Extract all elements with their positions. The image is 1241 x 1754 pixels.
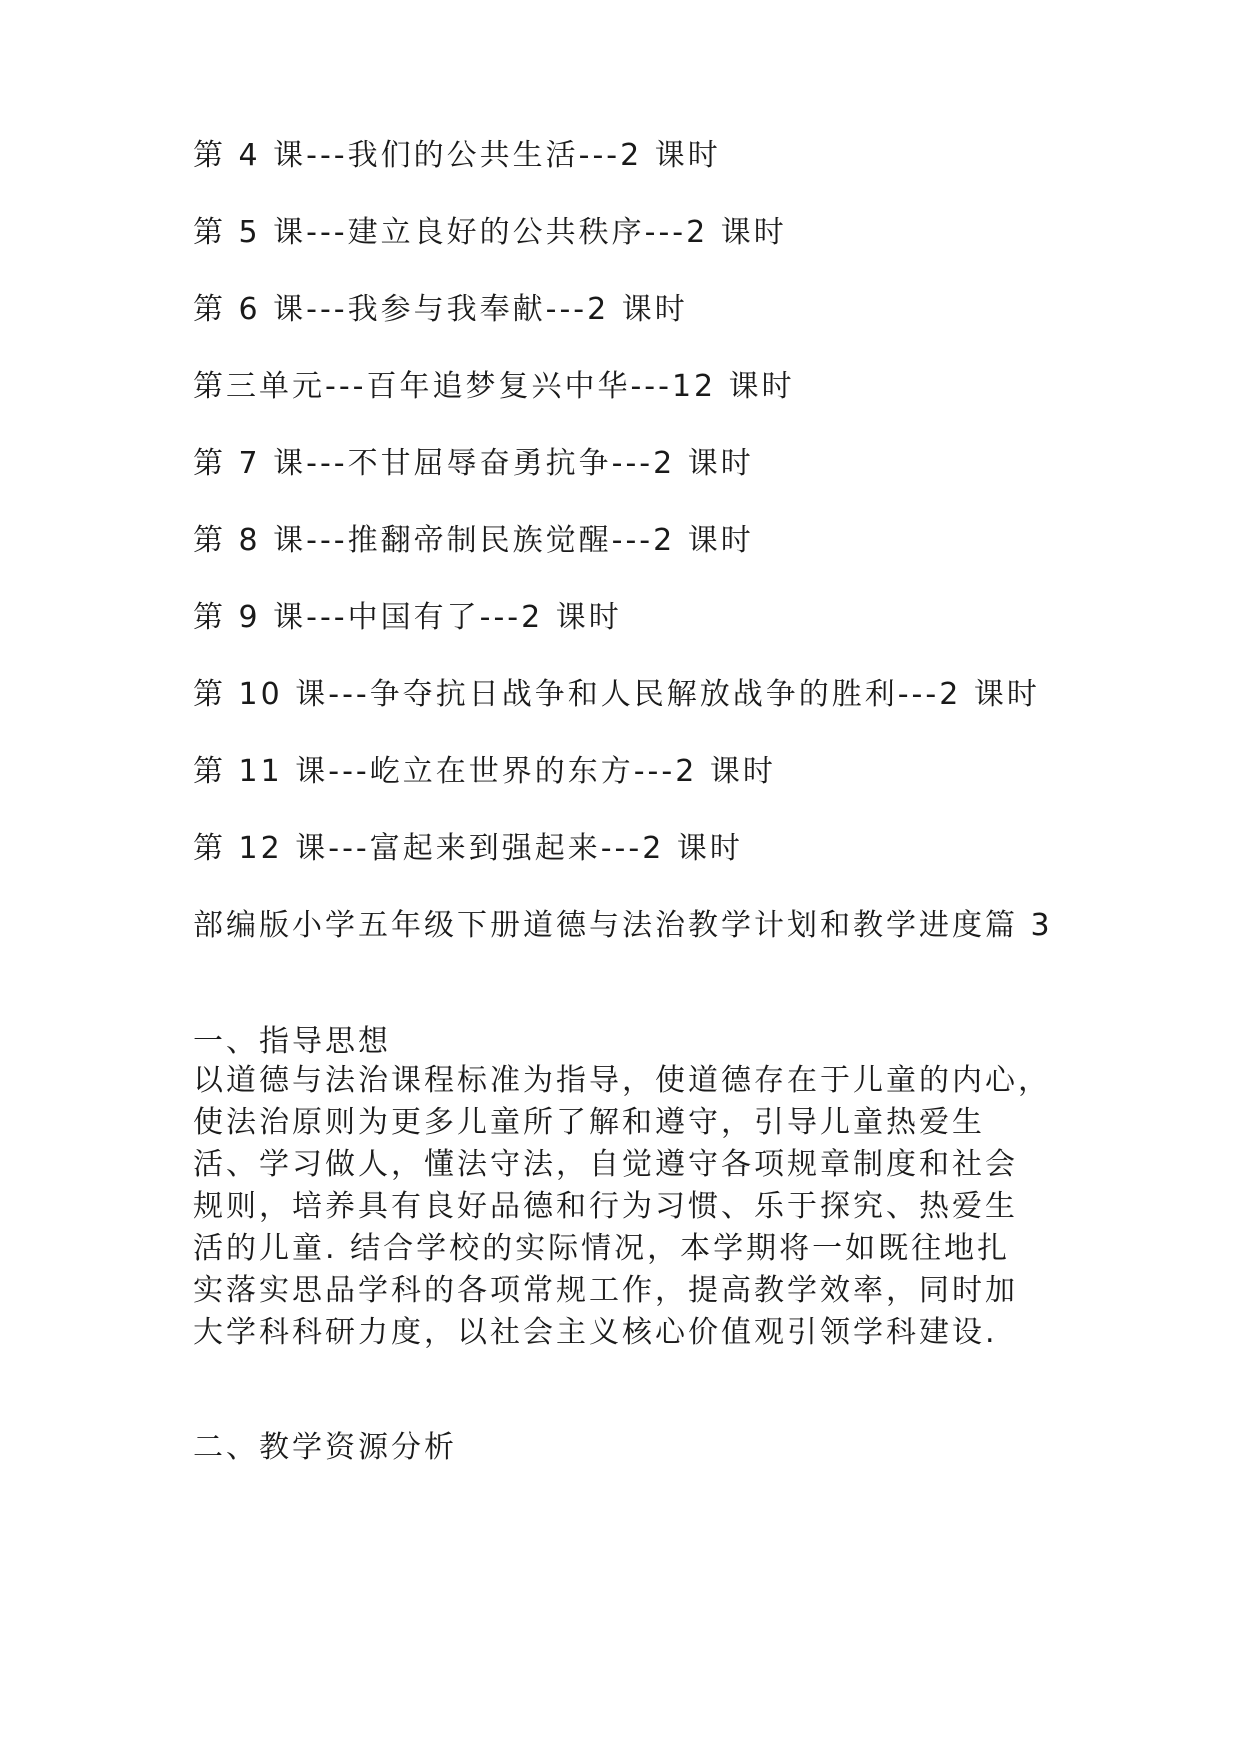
lesson-line: 第 12 课---富起来到强起来---2 课时 [193, 831, 743, 866]
paragraph-line: 使法治原则为更多儿童所了解和遵守，引导儿童热爱生 [193, 1105, 985, 1140]
lesson-line: 第 11 课---屹立在世界的东方---2 课时 [193, 754, 776, 789]
paragraph-guiding-ideology [193, 1060, 1053, 1354]
lesson-line: 第 8 课---推翻帝制民族觉醒---2 课时 [193, 523, 754, 558]
lesson-line: 第 5 课---建立良好的公共秩序---2 课时 [193, 215, 787, 250]
paragraph-line: 活、学习做人，懂法守法，自觉遵守各项规章制度和社会 [193, 1147, 1018, 1182]
lesson-line: 第 6 课---我参与我奉献---2 课时 [193, 292, 688, 327]
heading-guiding-ideology: 一、指导思想 [193, 1024, 391, 1059]
lesson-line: 第 7 课---不甘屈辱奋勇抗争---2 课时 [193, 446, 754, 481]
lesson-line: 第 9 课---中国有了---2 课时 [193, 600, 622, 635]
paragraph-line: 实落实思品学科的各项常规工作，提高教学效率，同时加 [193, 1273, 1018, 1308]
heading-teaching-resources: 二、教学资源分析 [193, 1430, 457, 1465]
lesson-line: 第 4 课---我们的公共生活---2 课时 [193, 138, 721, 173]
unit-line: 第三单元---百年追梦复兴中华---12 课时 [193, 369, 795, 404]
paragraph-line: 大学科科研力度，以社会主义核心价值观引领学科建设. [193, 1315, 998, 1350]
lesson-line: 第 10 课---争夺抗日战争和人民解放战争的胜利---2 课时 [193, 677, 1040, 712]
paragraph-line: 活的儿童. 结合学校的实际情况，本学期将一如既往地扎 [193, 1231, 1011, 1266]
paragraph-line: 以道德与法治课程标准为指导，使道德存在于儿童的内心， [193, 1063, 1051, 1098]
paragraph-line: 规则，培养具有良好品德和行为习惯、乐于探究、热爱生 [193, 1189, 1018, 1224]
section-title: 部编版小学五年级下册道德与法治教学计划和教学进度篇 3 [193, 908, 1053, 943]
